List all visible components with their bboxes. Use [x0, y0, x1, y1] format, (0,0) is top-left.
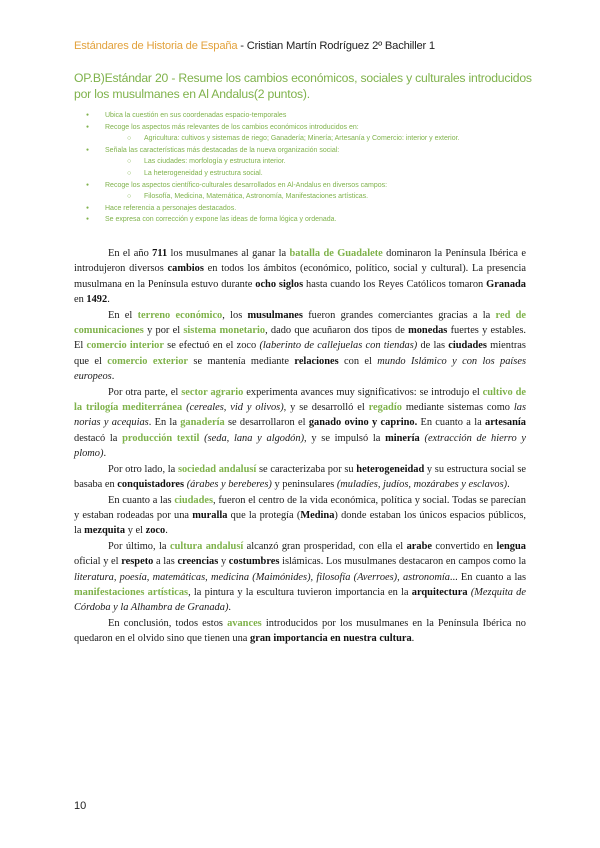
paragraph-culture: Por último, la cultura andalusí alcanzó gran prosperidad, con ella el arabe convertido en lengua oficial y el respeto a las creencias y costumbres islámicas. Los musulmanes destacaron en campos como la literatura, poesía, matemáticas, medicina (Maimónides), filosofía (Averroes), astronomía... En cuanto a las manifestaciones artísticas, la pintura y la escultura tuvieron importancia en la arquitectura (Mezquita de Córdoba y la Alhambra de Granada). [74, 540, 527, 614]
list-item: ● Señala las características más destacadas de la nueva organización social: [74, 145, 544, 157]
list-item: ○ Agricultura: cultivos y sistemas de riego; Ganadería; Minería; Artesanía y Comercio: interior y exterior. [74, 133, 544, 145]
paragraph-intro: En el año 711 los musulmanes al ganar la batalla de Guadalete dominaron la Península Ibérica e introdujeron diversos cambios en todos los ámbitos (económico, político, social y cultural). La presencia musulmana en la Península estuvo durante ocho siglos hasta cuando los Reyes Católicos tomaron Granada en 1492. [74, 248, 526, 306]
page-number: 10 [74, 800, 87, 812]
paragraph-society: Por otro lado, la sociedad andalusí se caracterizaba por su heterogeneidad y su estructura social se basaba en conquistadores (árabes y bereberes) y peninsulares (muladíes, judíos, mozárabes y esclavos). [74, 463, 526, 491]
list-item: ● Recoge los aspectos científico-culturales desarrollados en Al-Andalus en diversos campos: [74, 180, 544, 192]
criteria-list [74, 110, 544, 226]
paragraph-agriculture: Por otra parte, el sector agrario experimenta avances muy significativos: se introdujo el cultivo de la trilogía mediterránea (cereales, vid y olivos), y se desarrolló el regadío mediante sistemas como las norias y acequias. En la ganadería se desarrollaron el ganado ovino y caprino. En cuanto a la artesanía destacó la producción textil (seda, lana y algodón), y se impulsó la minería (extracción de hierro y plomo). [74, 386, 527, 460]
essay-body [74, 246, 526, 647]
paragraph-cities: En cuanto a las ciudades, fueron el centro de la vida económica, política y social. Todas se parecían y estaban rodeadas por una muralla que la protegía (Medina) donde estaban los únicos espacios públicos, la mezquita y el zoco. [74, 494, 526, 537]
list-item: ○ Las ciudades: morfología y estructura interior. [74, 156, 544, 168]
list-item: ● Recoge los aspectos más relevantes de los cambios económicos introducidos en: [74, 122, 544, 134]
list-item: ● Hace referencia a personajes destacados. [74, 203, 544, 215]
paragraph-conclusion: En conclusión, todos estos avances introducidos por los musulmanes en la Península Ibérica no quedaron en el olvido sino que tienen una gran importancia en nuestra cultura. [74, 617, 526, 645]
header-subject: Estándares de Historia de España [74, 40, 238, 52]
list-item: ○ Filosofía, Medicina, Matemática, Astronomía, Manifestaciones artísticas. [74, 191, 544, 203]
header-author: - Cristian Martín Rodríguez 2º Bachiller 1 [237, 40, 435, 52]
exercise-title: OP.B)Estándar 20 - Resume los cambios económicos, sociales y culturales introducidos por los musulmanes en Al Andalus(2 puntos). [74, 71, 532, 101]
page-header [74, 40, 435, 52]
list-item: ○ La heterogeneidad y estructura social. [74, 168, 544, 180]
paragraph-economy: En el terreno económico, los musulmanes fueron grandes comerciantes gracias a la red de comunicaciones y por el sistema monetario, dado que acuñaron dos tipos de monedas fuertes y estables. El comercio interior se efectuó en el zoco (laberinto de callejuelas con tiendas) de las ciudades mientras que el comercio exterior se mantenía mediante relaciones con el mundo Islámico y con los países europeos. [74, 309, 527, 383]
list-item: ● Se expresa con corrección y expone las ideas de forma lógica y ordenada. [74, 214, 544, 226]
list-item: ● Ubica la cuestión en sus coordenadas espacio-temporales [74, 110, 544, 122]
